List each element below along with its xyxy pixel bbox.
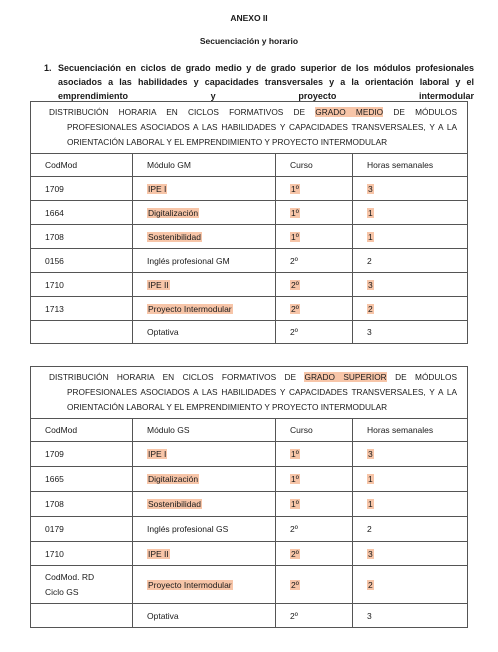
cell-cod xyxy=(31,492,133,517)
cell-curso xyxy=(276,542,353,566)
table-row xyxy=(31,604,468,628)
cell-cod xyxy=(31,297,133,321)
cell-horas-value: 2 xyxy=(367,524,372,534)
cell-cod-value: 1713 xyxy=(45,303,64,314)
cell-cod xyxy=(31,442,133,467)
cell-curso-value: 2º xyxy=(291,279,299,290)
cell-cod xyxy=(31,273,133,297)
column-header: CodMod xyxy=(31,154,133,177)
cell-curso xyxy=(276,177,353,201)
cell-modulo xyxy=(133,177,276,201)
cell-modulo-value: IPE I xyxy=(148,183,167,194)
cell-modulo-value: Sostenibilidad xyxy=(148,499,201,509)
column-header: CodMod xyxy=(31,419,133,442)
table-title-text: DE MÓDULOS PROFESIONALES ASOCIADOS A LAS HABILIDADES Y CAPACIDADES TRANSVERSALES, Y A LA ORIENTACIÓN LABORAL Y EL EMPRENDIMIENTO Y PROYECTO INTERMODULAR xyxy=(67,372,457,412)
cell-cod-value: 1710 xyxy=(45,279,64,290)
cell-cod-value: CodMod. RD Ciclo GS xyxy=(45,571,95,597)
cell-cod-value: 1708 xyxy=(45,499,64,509)
table-title xyxy=(31,102,468,154)
cell-cod xyxy=(31,249,133,273)
cell-cod-value: 1709 xyxy=(45,449,64,459)
cell-horas xyxy=(353,225,468,249)
cell-horas xyxy=(353,604,468,628)
cell-cod xyxy=(31,467,133,492)
cell-cod-value: 1710 xyxy=(45,548,64,559)
column-header: Curso xyxy=(276,419,353,442)
cell-horas xyxy=(353,467,468,492)
cell-curso xyxy=(276,225,353,249)
cell-curso-value: 2º xyxy=(290,327,298,337)
cell-modulo-value: Sostenibilidad xyxy=(148,231,201,242)
cell-horas xyxy=(353,517,468,542)
cell-curso-value: 2º xyxy=(290,610,298,621)
cell-cod-value: 1664 xyxy=(45,207,64,218)
cell-horas-value: 1 xyxy=(368,474,373,484)
table-row xyxy=(31,492,468,517)
table-title-grade-highlight: GRADO MEDIO xyxy=(315,107,384,117)
cell-horas-value: 2 xyxy=(368,579,373,590)
cell-horas xyxy=(353,566,468,604)
cell-curso xyxy=(276,297,353,321)
cell-modulo xyxy=(133,249,276,273)
column-header: Módulo GM xyxy=(133,154,276,177)
column-header: Curso xyxy=(276,154,353,177)
table-title-text: DE MÓDULOS PROFESIONALES ASOCIADOS A LAS HABILIDADES Y CAPACIDADES TRANSVERSALES, Y A LA ORIENTACIÓN LABORAL Y EL EMPRENDIMIENTO Y PROYECTO INTERMODULAR xyxy=(67,107,458,147)
table-row xyxy=(31,225,468,249)
table-grado-superior xyxy=(30,366,468,628)
cell-modulo xyxy=(133,201,276,225)
cell-cod xyxy=(31,517,133,542)
cell-curso xyxy=(276,249,353,273)
cell-modulo xyxy=(133,467,276,492)
table-title-row xyxy=(31,102,468,154)
cell-modulo-value: Digitalización xyxy=(148,207,199,218)
table-row xyxy=(31,442,468,467)
cell-horas-value: 3 xyxy=(367,610,372,621)
cell-modulo xyxy=(133,273,276,297)
cell-curso-value: 2º xyxy=(290,524,298,534)
annex-title: ANEXO II xyxy=(230,13,268,23)
column-header: Horas semanales xyxy=(353,154,468,177)
cell-curso-value: 1º xyxy=(291,183,299,194)
cell-horas-value: 3 xyxy=(368,449,373,459)
cell-modulo-value: IPE II xyxy=(148,548,169,559)
cell-horas-value: 1 xyxy=(368,499,373,509)
cell-cod xyxy=(31,542,133,566)
cell-cod xyxy=(31,225,133,249)
cell-curso xyxy=(276,517,353,542)
cell-curso-value: 2º xyxy=(291,548,299,559)
cell-horas-value: 3 xyxy=(368,548,373,559)
cell-horas-value: 3 xyxy=(368,279,373,290)
cell-curso xyxy=(276,467,353,492)
cell-horas-value: 3 xyxy=(367,327,372,337)
cell-modulo xyxy=(133,297,276,321)
cell-horas xyxy=(353,273,468,297)
cell-horas xyxy=(353,249,468,273)
cell-modulo-value: Inglés profesional GM xyxy=(147,255,230,266)
cell-cod-value: 1708 xyxy=(45,231,64,242)
cell-horas xyxy=(353,297,468,321)
cell-curso-value: 1º xyxy=(291,474,299,484)
cell-modulo xyxy=(133,321,276,344)
cell-modulo xyxy=(133,517,276,542)
table-row xyxy=(31,249,468,273)
cell-cod xyxy=(31,321,133,344)
cell-modulo xyxy=(133,542,276,566)
column-header: Horas semanales xyxy=(353,419,468,442)
cell-cod-value: 0179 xyxy=(45,524,64,534)
cell-cod xyxy=(31,201,133,225)
annex-subtitle: Secuenciación y horario xyxy=(199,36,299,46)
cell-modulo-value: Optativa xyxy=(147,327,179,337)
cell-modulo-value: Digitalización xyxy=(148,474,199,484)
cell-horas-value: 2 xyxy=(368,303,373,314)
cell-modulo-value: IPE II xyxy=(148,279,169,290)
cell-curso-value: 2º xyxy=(291,579,299,590)
table-row xyxy=(31,321,468,344)
cell-horas xyxy=(353,321,468,344)
cell-cod-value: 1709 xyxy=(45,183,64,194)
cell-horas xyxy=(353,442,468,467)
table-title-row xyxy=(31,367,468,419)
table-row xyxy=(31,517,468,542)
table-title xyxy=(31,367,468,419)
cell-horas xyxy=(353,542,468,566)
cell-cod xyxy=(31,604,133,628)
table-row xyxy=(31,201,468,225)
cell-horas-value: 1 xyxy=(368,207,373,218)
table-row xyxy=(31,297,468,321)
cell-modulo-value: IPE I xyxy=(148,449,167,459)
table-row xyxy=(31,566,468,604)
cell-horas xyxy=(353,201,468,225)
cell-curso xyxy=(276,604,353,628)
cell-modulo xyxy=(133,225,276,249)
table-row xyxy=(31,467,468,492)
table-row xyxy=(31,542,468,566)
cell-horas xyxy=(353,177,468,201)
cell-cod xyxy=(31,177,133,201)
section-number: 1. xyxy=(44,63,52,73)
cell-horas-value: 3 xyxy=(368,183,373,194)
cell-curso xyxy=(276,442,353,467)
cell-modulo xyxy=(133,442,276,467)
cell-curso xyxy=(276,201,353,225)
table-row xyxy=(31,177,468,201)
cell-curso xyxy=(276,566,353,604)
cell-modulo xyxy=(133,566,276,604)
cell-cod-value: 1665 xyxy=(45,474,64,484)
column-header-row xyxy=(31,154,468,177)
cell-curso-value: 2º xyxy=(291,303,299,314)
cell-curso-value: 1º xyxy=(291,207,299,218)
cell-horas xyxy=(353,492,468,517)
cell-cod xyxy=(31,566,133,604)
cell-modulo xyxy=(133,492,276,517)
table-grado-medio xyxy=(30,101,468,344)
table-title-text: DISTRIBUCIÓN HORARIA EN CICLOS FORMATIVOS DE xyxy=(49,372,305,382)
table-row xyxy=(31,273,468,297)
cell-modulo-value: Proyecto Intermodular xyxy=(148,303,232,314)
table-title-grade-highlight: GRADO SUPERIOR xyxy=(304,372,387,382)
cell-curso-value: 1º xyxy=(291,499,299,509)
cell-modulo-value: Optativa xyxy=(147,610,179,621)
cell-curso-value: 1º xyxy=(291,449,299,459)
column-header: Módulo GS xyxy=(133,419,276,442)
table-title-text: DISTRIBUCIÓN HORARIA EN CICLOS FORMATIVOS DE xyxy=(49,107,316,117)
cell-horas-value: 1 xyxy=(368,231,373,242)
cell-curso xyxy=(276,492,353,517)
section-text: Secuenciación en ciclos de grado medio y de grado superior de los módulos profesionales asociados a las habilidades y capacidades transversales y a la orientación laboral y el emprendimiento y proyecto intermodular xyxy=(58,63,474,101)
cell-curso-value: 2º xyxy=(290,255,298,266)
cell-cod-value: 0156 xyxy=(45,255,64,266)
cell-curso xyxy=(276,273,353,297)
cell-modulo-value: Proyecto Intermodular xyxy=(148,579,232,590)
cell-curso-value: 1º xyxy=(291,231,299,242)
cell-horas-value: 2 xyxy=(367,255,372,266)
cell-modulo-value: Inglés profesional GS xyxy=(147,524,229,534)
cell-curso xyxy=(276,321,353,344)
cell-modulo xyxy=(133,604,276,628)
column-header-row xyxy=(31,419,468,442)
